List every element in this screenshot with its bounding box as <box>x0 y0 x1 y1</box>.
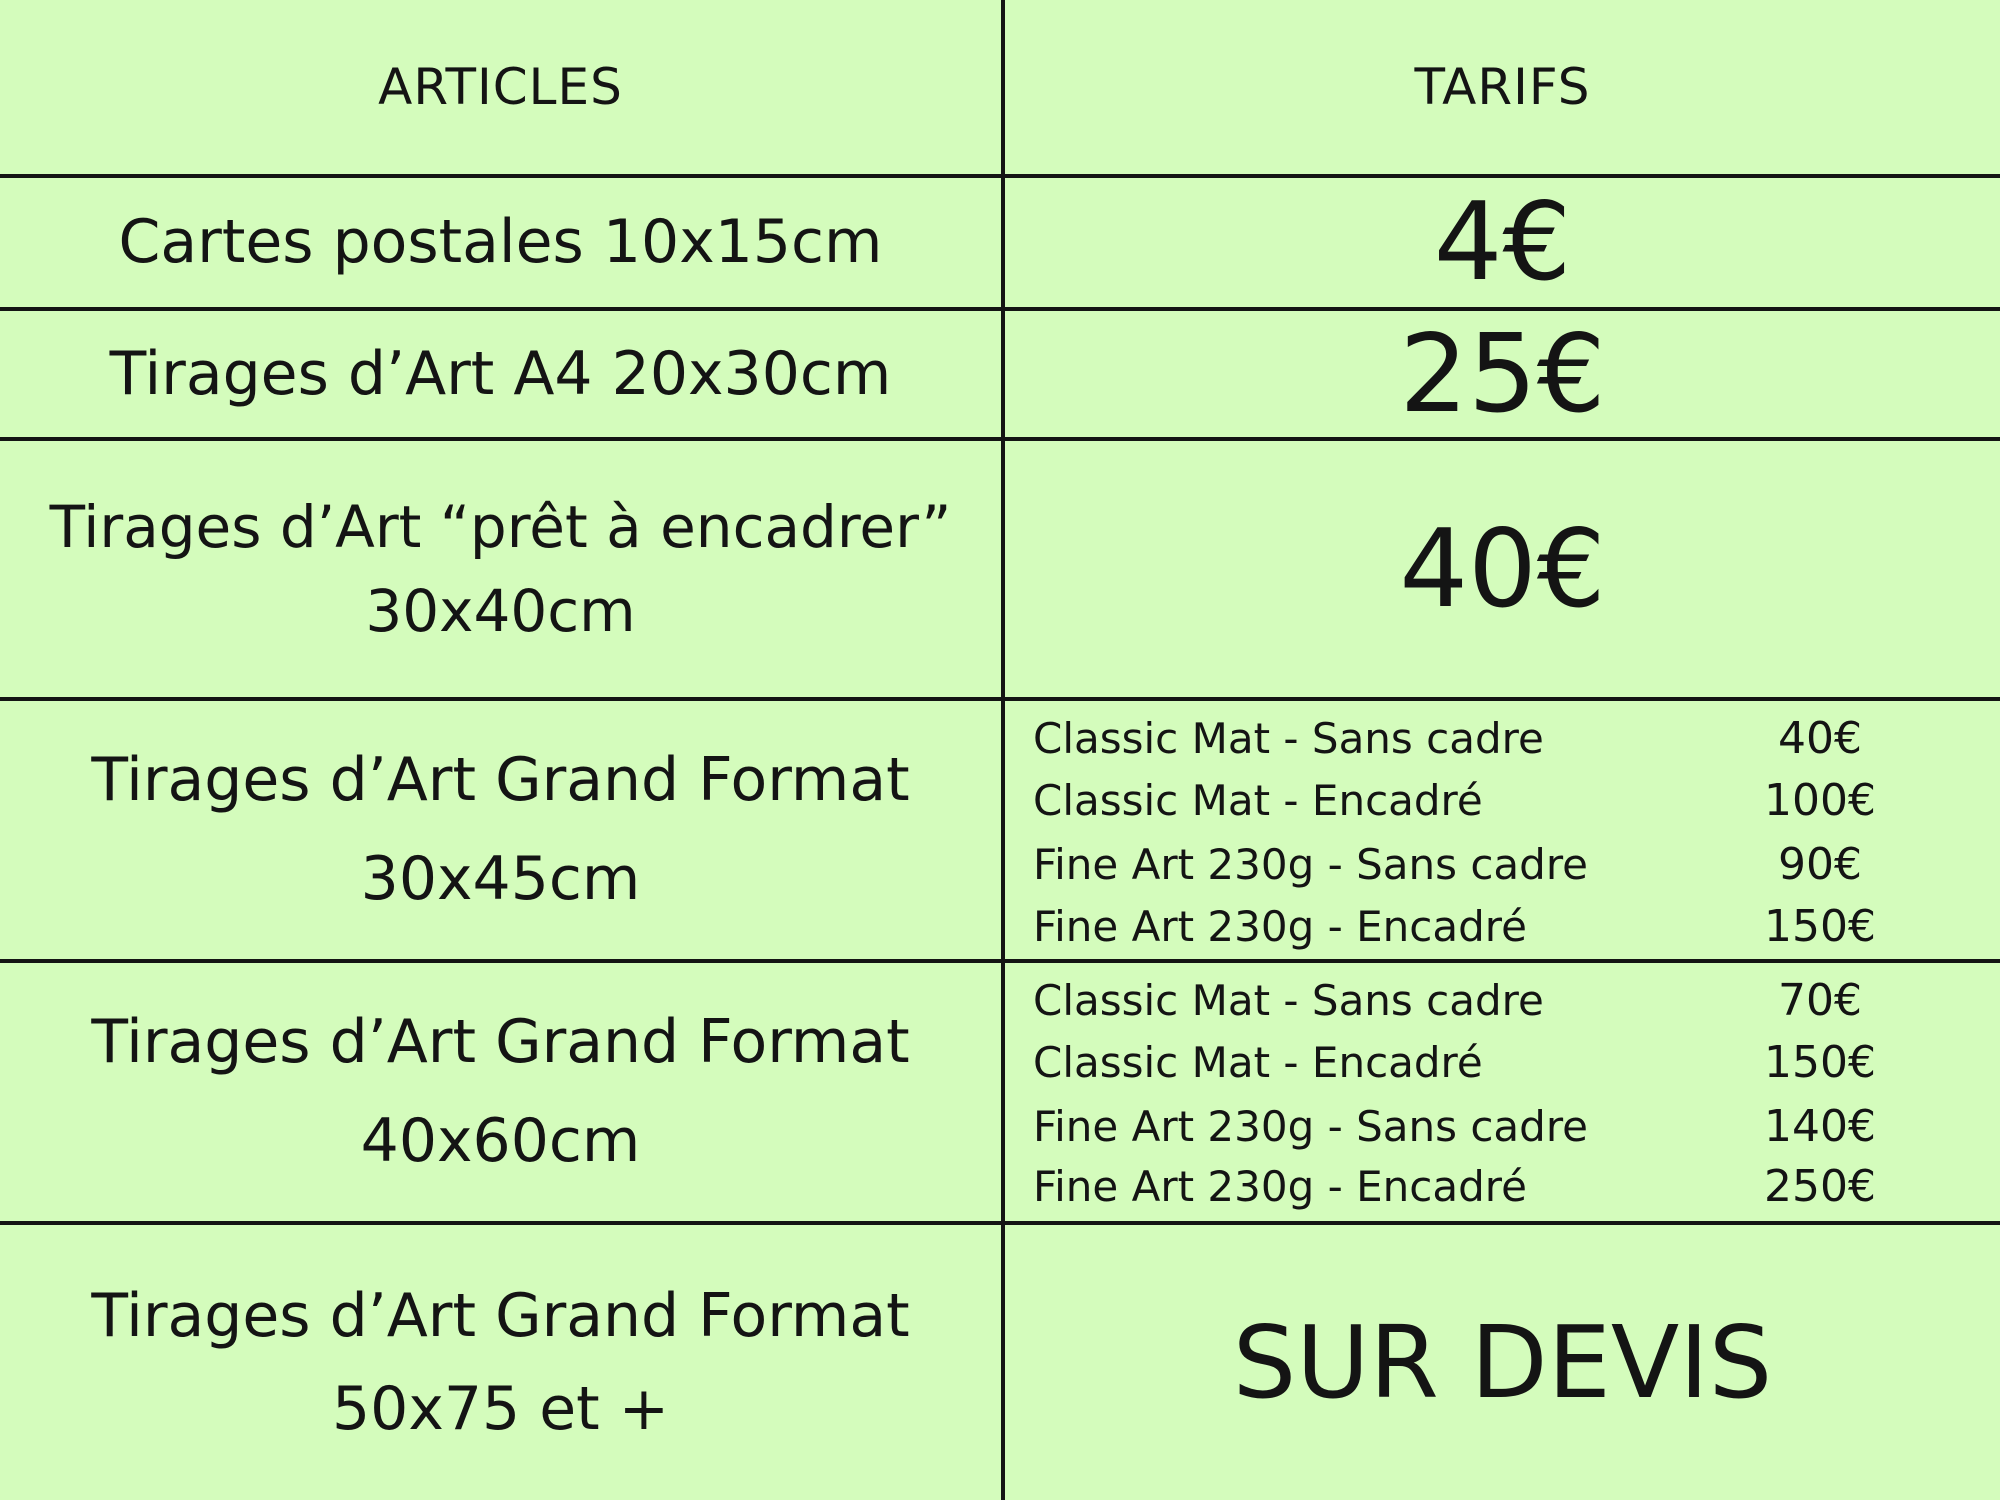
option-row <box>1005 1155 2000 1217</box>
article-size: 50x75 et + <box>331 1373 670 1444</box>
option-row <box>1005 1095 2000 1157</box>
option-label: Classic Mat - Encadré <box>1033 775 1483 825</box>
header-tarifs-label: TARIFS <box>1414 58 1591 116</box>
price-cell <box>1005 441 2000 697</box>
price-value: 40€ <box>1399 506 1606 632</box>
option-price: 100€ <box>1764 774 1876 826</box>
price-value: 25€ <box>1399 311 1606 437</box>
option-row <box>1005 1031 2000 1093</box>
option-price: 70€ <box>1778 974 1862 1026</box>
option-label: Fine Art 230g - Sans cadre <box>1033 1101 1589 1151</box>
article-name: Tirages d’Art “prêt à encadrer” <box>49 492 952 561</box>
price-cell <box>1005 311 2000 437</box>
option-row <box>1005 895 2000 957</box>
article-cell <box>0 178 1001 307</box>
price-cell <box>1005 1225 2000 1500</box>
option-price: 140€ <box>1764 1100 1876 1152</box>
option-price: 90€ <box>1778 838 1862 890</box>
article-cell <box>0 701 1001 959</box>
article-cell <box>0 1225 1001 1500</box>
options-table <box>1005 963 2000 1221</box>
article-cell <box>0 963 1001 1221</box>
option-row <box>1005 833 2000 895</box>
price-cell <box>1005 178 2000 307</box>
option-label: Classic Mat - Sans cadre <box>1033 975 1544 1025</box>
price-value: 4€ <box>1433 180 1572 305</box>
option-row <box>1005 707 2000 769</box>
option-price: 250€ <box>1764 1160 1876 1212</box>
article-name: Tirages d’Art Grand Format <box>91 1007 910 1077</box>
article-name: Tirages d’Art A4 20x30cm <box>109 338 892 409</box>
article-size: 30x45cm <box>360 844 641 914</box>
option-price: 150€ <box>1764 1036 1876 1088</box>
header-articles <box>0 0 1001 174</box>
article-name: Tirages d’Art Grand Format <box>91 1280 910 1351</box>
header-tarifs <box>1005 0 2000 174</box>
option-label: Classic Mat - Sans cadre <box>1033 713 1544 763</box>
quote-label: SUR DEVIS <box>1232 1304 1773 1421</box>
article-name: Tirages d’Art Grand Format <box>91 745 910 815</box>
article-name: Cartes postales 10x15cm <box>118 207 883 277</box>
header-articles-label: ARTICLES <box>378 58 623 116</box>
option-row <box>1005 769 2000 831</box>
option-label: Fine Art 230g - Encadré <box>1033 901 1527 951</box>
options-table <box>1005 701 2000 959</box>
article-cell <box>0 311 1001 437</box>
option-price: 40€ <box>1778 712 1862 764</box>
option-label: Fine Art 230g - Encadré <box>1033 1161 1527 1211</box>
option-price: 150€ <box>1764 900 1876 952</box>
article-cell <box>0 441 1001 697</box>
option-label: Classic Mat - Encadré <box>1033 1037 1483 1087</box>
article-size: 40x60cm <box>360 1106 641 1176</box>
option-row <box>1005 969 2000 1031</box>
article-size: 30x40cm <box>365 577 636 645</box>
option-label: Fine Art 230g - Sans cadre <box>1033 839 1589 889</box>
